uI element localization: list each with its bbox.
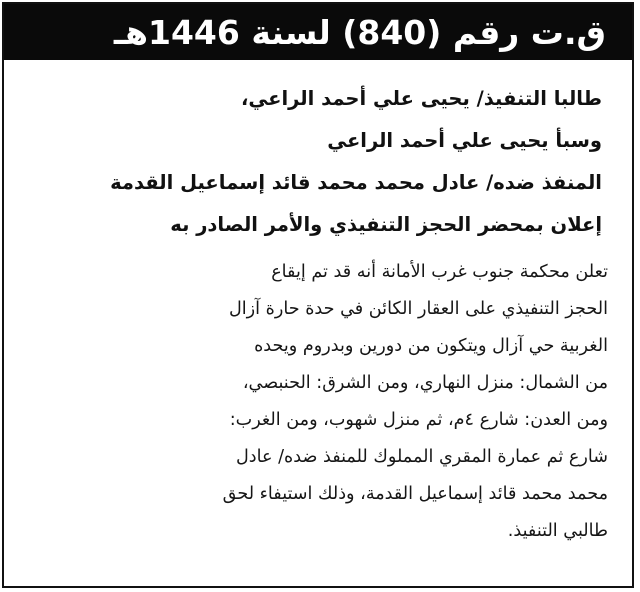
headline-enforced-against: المنفذ ضده/ عادل محمد محمد قائد إسماعيل القدمة [110,171,602,194]
body-line: تعلن محكمة جنوب غرب الأمانة أنه قد تم إيقاع [271,262,608,282]
court-notice [2,2,634,588]
notice-body [24,254,608,550]
notice-title: ق.ت رقم (840) لسنة 1446هـ [113,12,606,52]
body-line: الغربية حي آزال ويتكون من دورين وبدروم ويحده [254,336,608,356]
headline-second-requester: وسبأ يحيى علي أحمد الراعي [327,129,602,152]
headline-announcement-subject: إعلان بمحضر الحجز التنفيذي والأمر الصادر به [170,213,602,236]
headline-enforcement-requesters: طالبا التنفيذ/ يحيى علي أحمد الراعي، [241,87,602,110]
notice-headlines [24,78,602,246]
body-line: الحجز التنفيذي على العقار الكائن في حدة حارة آزال [229,299,608,319]
body-line: طالبي التنفيذ. [507,521,608,541]
body-line: شارع ثم عمارة المقري المملوك للمنفذ ضده/ عادل [236,447,608,467]
body-line: محمد محمد قائد إسماعيل القدمة، وذلك استيفاء لحق [222,484,608,504]
notice-header-bar [4,4,632,60]
body-line: من الشمال: منزل النهاري، ومن الشرق: الحنبصي، [242,373,608,393]
body-line: ومن العدن: شارع ٤م، ثم منزل شهوب، ومن الغرب: [229,410,608,430]
